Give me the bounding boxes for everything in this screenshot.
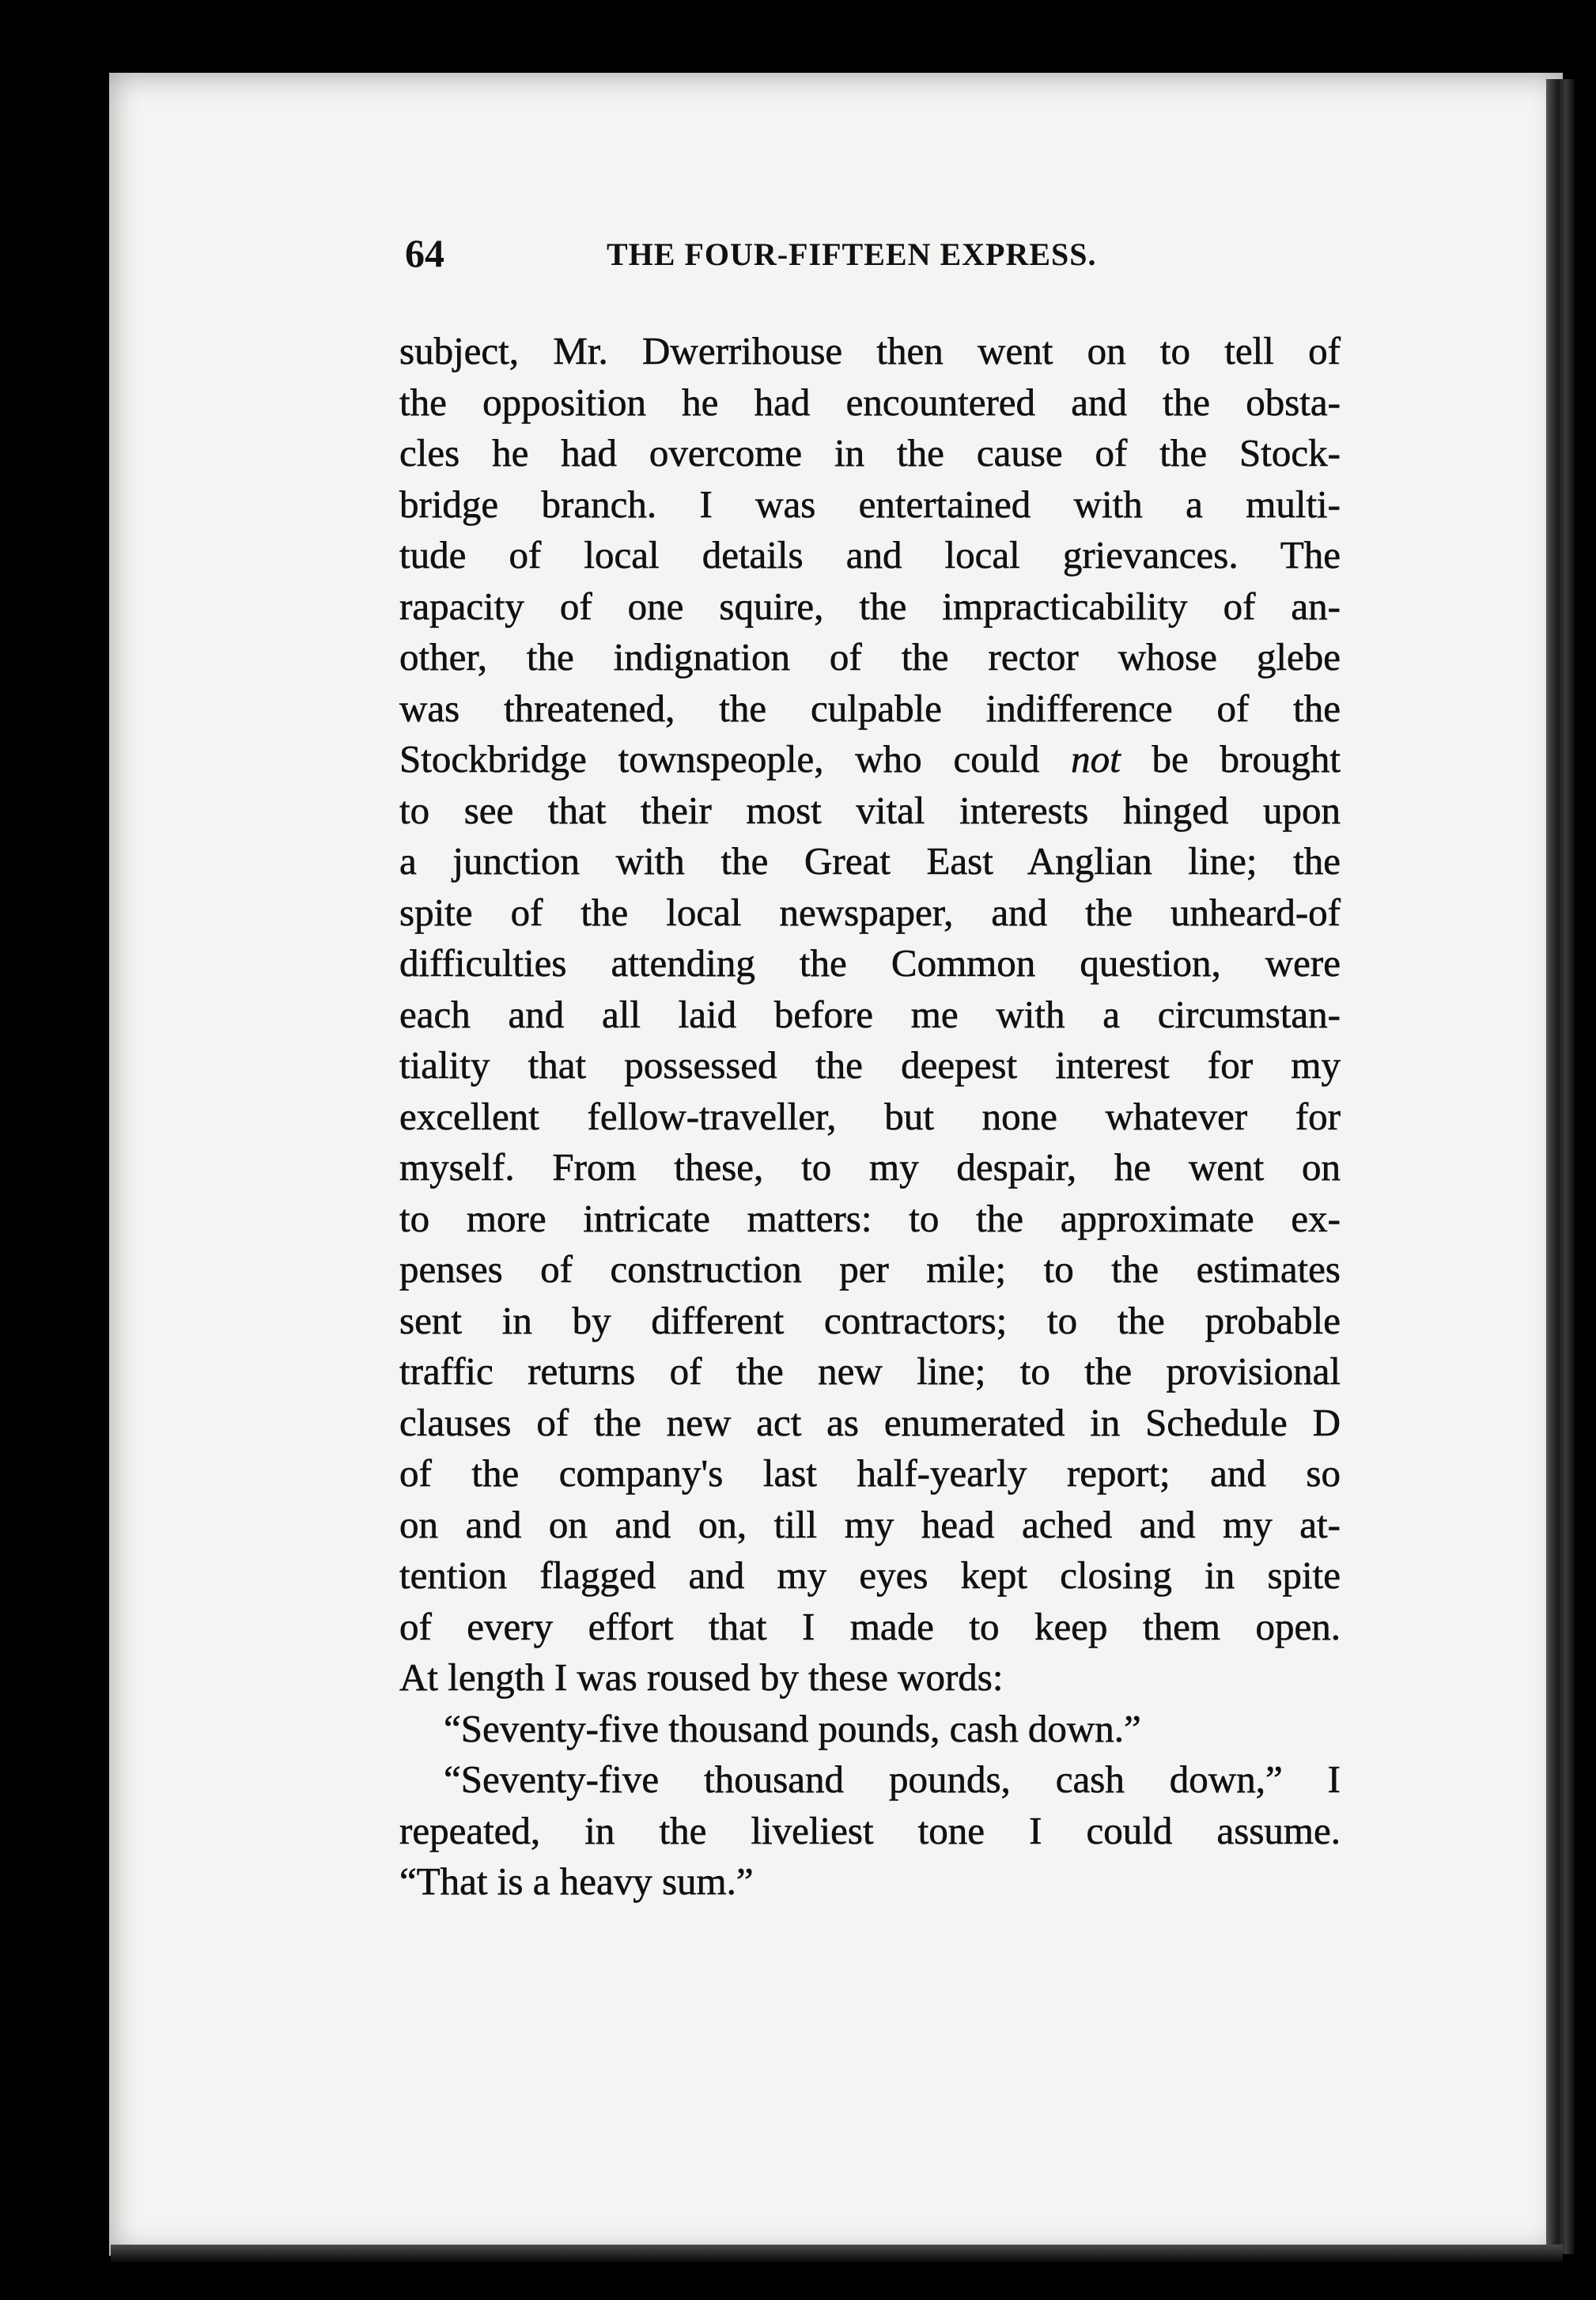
text-line: to see that their most vital interests hinged upon <box>399 788 1341 832</box>
page-edge-shadow-right <box>1546 79 1575 2254</box>
text-line: clauses of the new act as enumerated in Schedule D <box>399 1400 1341 1444</box>
body-text <box>399 326 1341 1908</box>
text-line: penses of construction per mile; to the estimates <box>399 1247 1341 1291</box>
text-line: bridge branch. I was entertained with a multi- <box>399 482 1341 526</box>
text-line: was threatened, the culpable indifference of the <box>399 686 1341 730</box>
page-edge-shadow-bottom <box>111 2245 1563 2262</box>
text-line: myself. From these, to my despair, he went on <box>399 1145 1341 1189</box>
text-line: “Seventy-five thousand pounds, cash down.” <box>444 1706 1141 1750</box>
text-line: each and all laid before me with a circumstan- <box>399 992 1341 1036</box>
text-line: of every effort that I made to keep them open. <box>399 1604 1341 1648</box>
text-line: rapacity of one squire, the impracticability of an- <box>399 584 1341 628</box>
running-head-title: THE FOUR-FIFTEEN EXPRESS. <box>607 236 1097 272</box>
emphasized-word: not <box>1071 737 1121 781</box>
text-line: At length I was roused by these words: <box>399 1655 1004 1699</box>
text-run: be brought <box>1120 737 1341 781</box>
text-line: subject, Mr. Dwerrihouse then went on to tell of <box>399 329 1341 373</box>
text-line: other, the indignation of the rector whose glebe <box>399 635 1341 679</box>
text-run: Stockbridge townspeople, who could <box>399 737 1072 781</box>
text-line: a junction with the Great East Anglian line; the <box>399 839 1341 883</box>
text-line: to more intricate matters: to the approximate ex- <box>399 1196 1341 1240</box>
text-line: the opposition he had encountered and the obsta- <box>399 380 1341 424</box>
text-line: tiality that possessed the deepest interest for my <box>399 1043 1341 1087</box>
text-line: repeated, in the liveliest tone I could assume. <box>399 1808 1341 1852</box>
text-line: tude of local details and local grievances. The <box>399 533 1341 577</box>
text-line: “Seventy-five thousand pounds, cash down,” I <box>444 1757 1341 1801</box>
page-header <box>405 229 1196 277</box>
text-line: of the company's last half-yearly report; and so <box>399 1451 1341 1495</box>
text-line: tention flagged and my eyes kept closing in spite <box>399 1553 1341 1597</box>
text-line: sent in by different contractors; to the probable <box>399 1298 1341 1342</box>
text-line: traffic returns of the new line; to the provisional <box>399 1349 1341 1393</box>
text-line <box>399 734 1341 785</box>
text-line: excellent fellow-traveller, but none whatever for <box>399 1094 1341 1138</box>
text-line: spite of the local newspaper, and the unheard-of <box>399 890 1341 934</box>
text-line: “That is a heavy sum.” <box>399 1859 754 1903</box>
text-line: on and on and on, till my head ached and my at- <box>399 1502 1341 1546</box>
text-line: difficulties attending the Common question, were <box>399 941 1341 985</box>
page-number: 64 <box>405 231 444 275</box>
text-line: cles he had overcome in the cause of the Stock- <box>399 431 1341 475</box>
